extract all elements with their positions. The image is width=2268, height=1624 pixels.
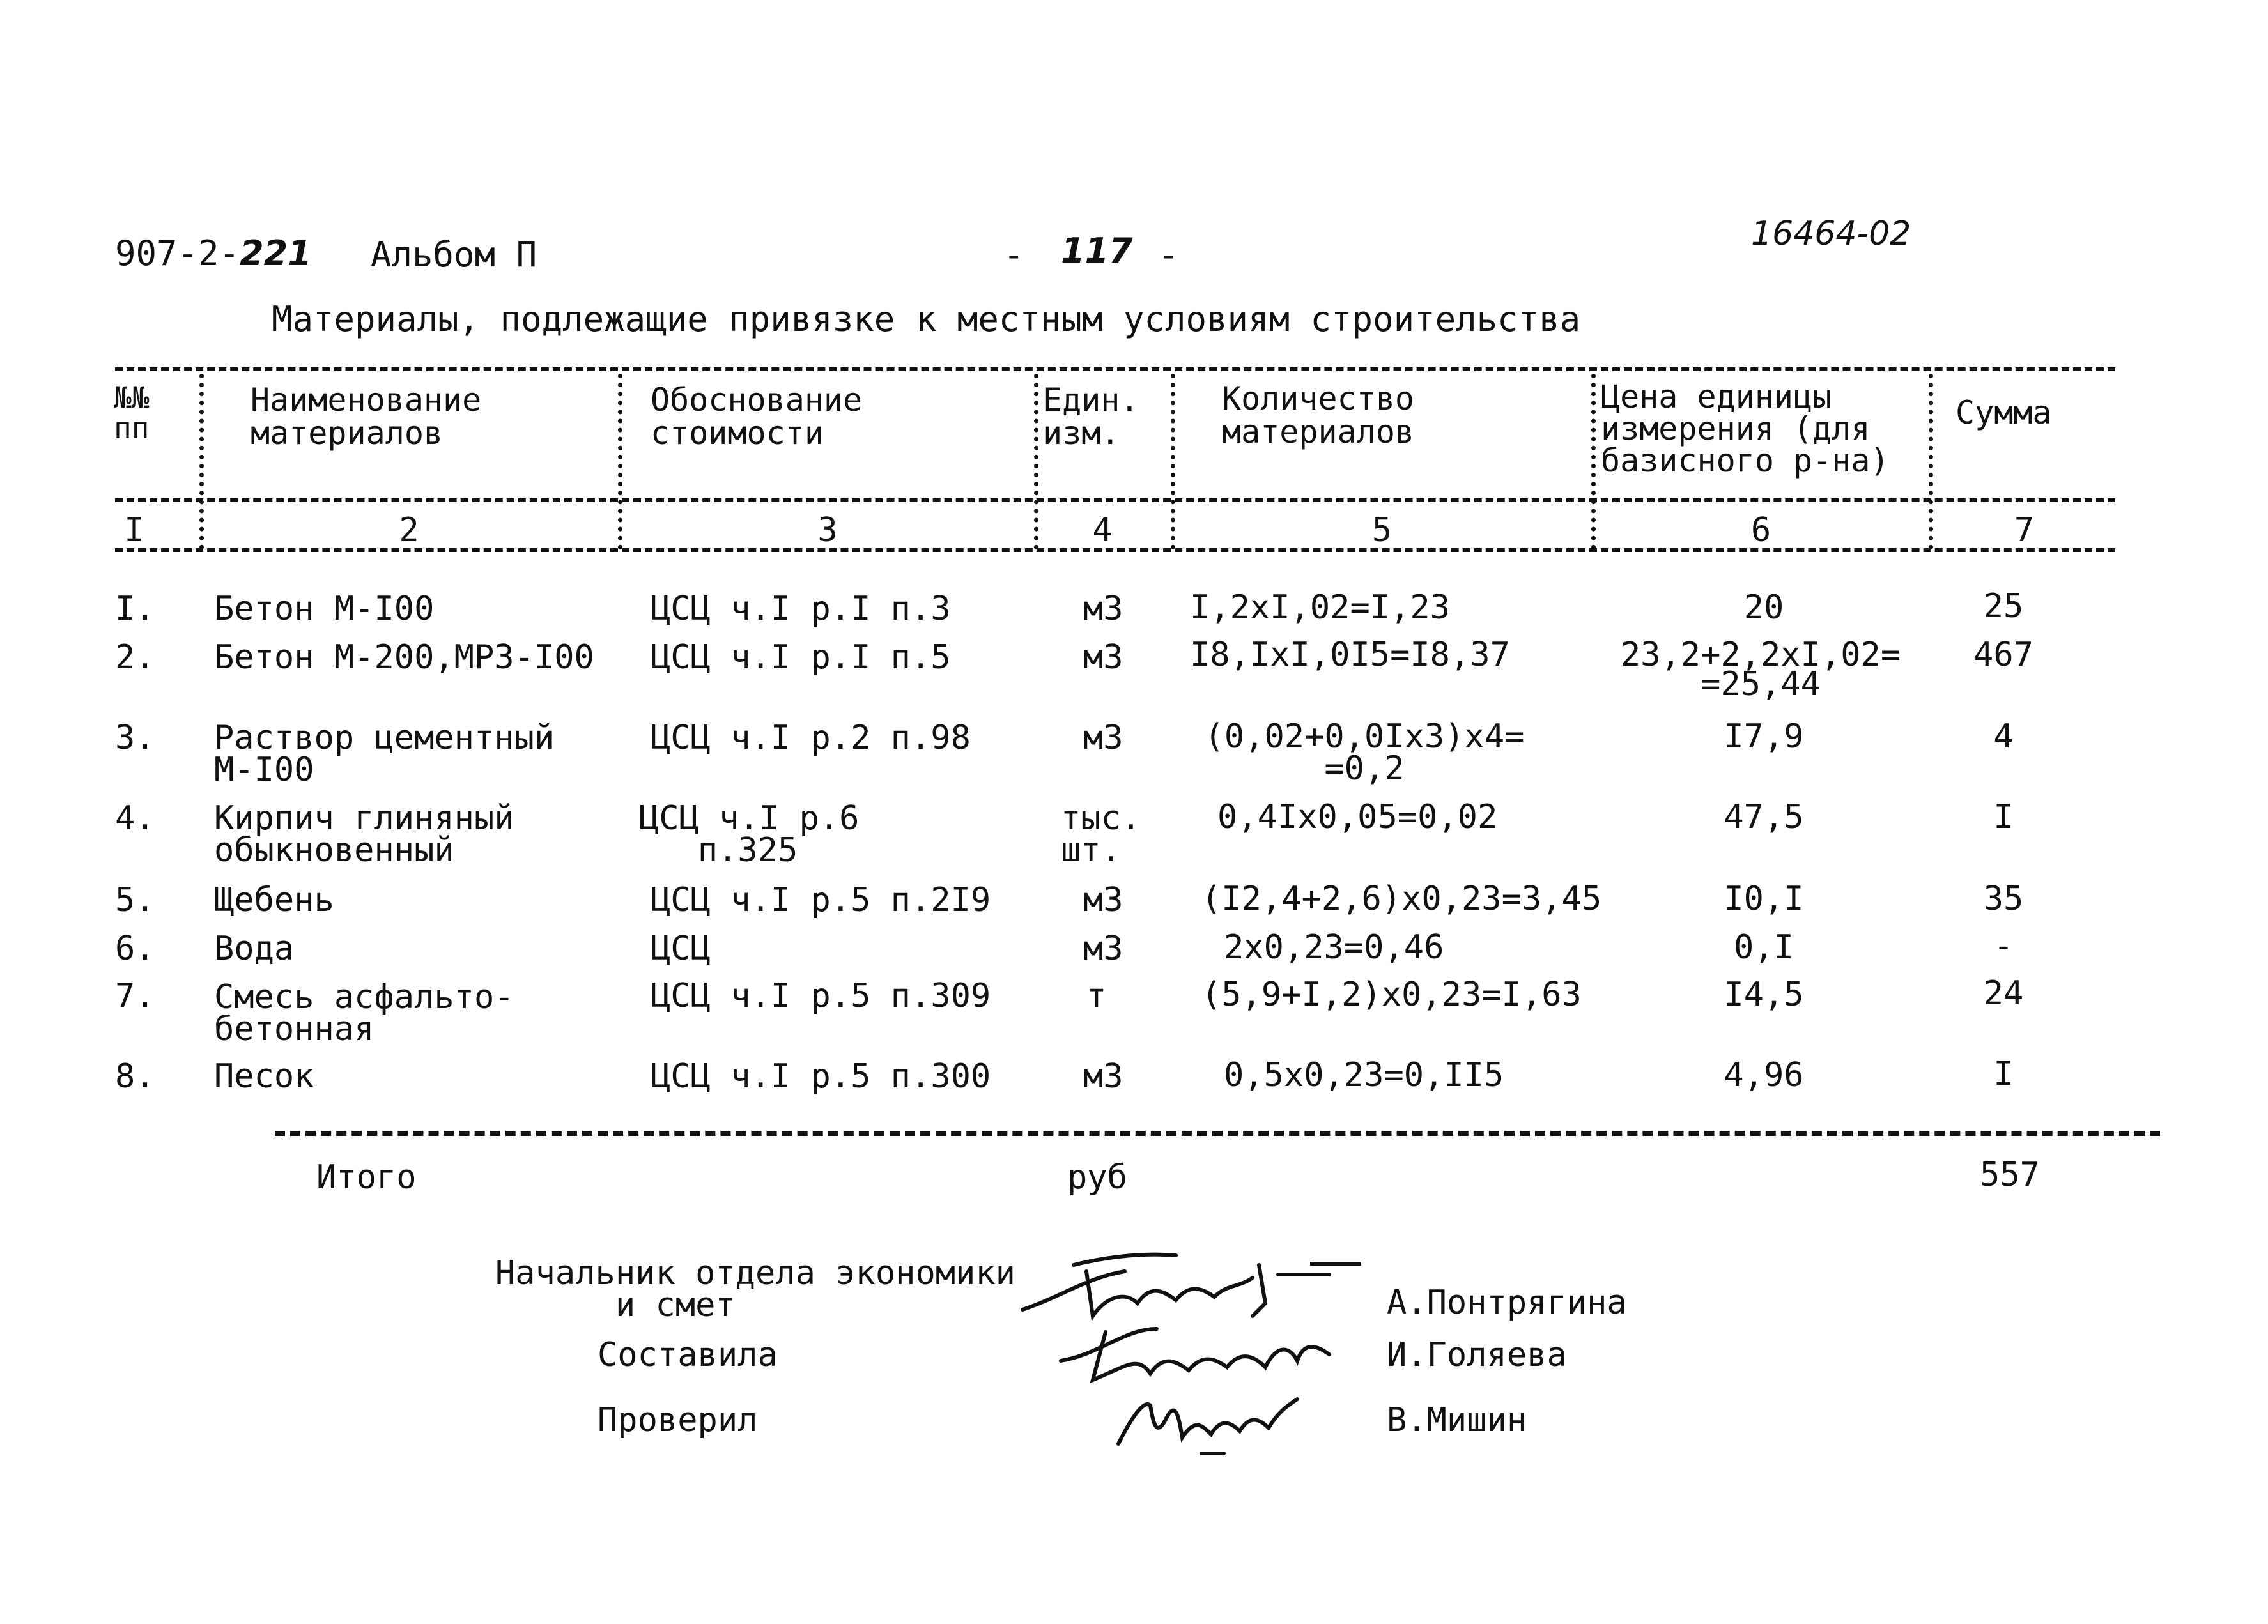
column-number: 6 [1750,511,1771,549]
row-number: 5. [115,881,155,919]
row-number: 6. [115,930,155,968]
table-bottom-rule [275,1131,2160,1136]
page-number: 117 [1061,231,1133,271]
row-quantity: (0,02+0,0Iх3)х4= =0,2 [1204,717,1525,788]
row-sum: 467 [1973,636,2033,674]
row-basis: ЦСЦ ч.I р.I п.5 [651,638,951,677]
column-header-price: Цена единицы измерения (для базисного р-на) [1601,378,1890,479]
row-material-name: Щебень [214,881,334,919]
signature-name-checked: В.Мишин [1387,1401,1527,1439]
row-material-name: Смесь асфальто- бетонная [214,978,514,1048]
column-header-sum: Сумма [1956,394,2052,431]
row-basis: ЦСЦ [651,930,711,968]
column-number: 7 [2014,511,2035,549]
row-sum: 25 [1983,587,2024,625]
inventory-number: 16464-02 [1751,215,1911,253]
total-unit: руб [1067,1158,1127,1197]
column-header-basis: Обоснование стоимости [651,381,863,452]
row-quantity: 0,5х0,23=0,II5 [1224,1056,1504,1094]
row-unit: м3 [1083,590,1123,628]
column-header-number: №№ пп [114,380,150,445]
signature-dash [1310,1262,1361,1266]
signature-name-head: А.Понтрягина [1387,1283,1627,1322]
document-code-handwritten: 221 [240,233,312,273]
document-title: Материалы, подлежащие привязке к местным условиям строительства [272,299,1581,339]
document-code-prefix: 907-2- [115,233,240,273]
row-basis: ЦСЦ ч.I р.2 п.98 [651,719,971,757]
row-unit: м3 [1083,1057,1123,1096]
row-price: I4,5 [1724,976,1804,1014]
row-material-name: Вода [214,930,295,968]
page-dash-left: - [1003,234,1024,275]
row-price: I0,I [1724,880,1804,918]
row-unit: тыс. шт. [1061,799,1141,869]
table-mid-rule [115,498,2115,502]
document-code [115,233,312,273]
column-divider [1034,374,1038,549]
row-number: 2. [115,638,155,677]
row-basis: ЦСЦ ч.I р.5 п.300 [651,1057,991,1096]
row-unit: м3 [1083,638,1123,677]
row-basis: ЦСЦ ч.I р.I п.3 [651,590,951,628]
row-number: 7. [115,977,155,1015]
row-material-name: Песок [214,1057,314,1096]
total-label: Итого [316,1158,417,1197]
signature-role-head: Начальник отдела экономики и смет [495,1254,1015,1324]
row-quantity: I,2хI,02=I,23 [1190,588,1450,627]
column-divider [1929,374,1933,549]
signature-role-compiled: Составила [598,1336,778,1374]
column-number: I [124,511,144,549]
row-quantity: 0,4Iх0,05=0,02 [1217,798,1498,836]
row-sum: - [1993,927,2014,965]
column-header-unit: Един. изм. [1043,381,1139,452]
column-number: 4 [1092,511,1113,549]
row-number: 3. [115,719,155,757]
row-basis: ЦСЦ ч.I р.6 п.325 [639,799,860,869]
page-dash-right: - [1158,234,1179,275]
row-unit: м3 [1083,881,1123,919]
column-divider [199,374,204,549]
column-header-quantity: Количество материалов [1222,380,1415,450]
album-label: Альбом П [371,234,537,275]
row-unit: т [1086,977,1107,1015]
row-sum: 4 [1993,717,2014,756]
row-number: 4. [115,799,155,838]
row-price: 0,I [1734,928,1794,967]
row-material-name: Бетон М-200,МРЗ-I00 [214,638,594,677]
row-unit: м3 [1083,930,1123,968]
total-sum: 557 [1980,1156,2040,1194]
row-quantity: (I2,4+2,6)х0,23=3,45 [1201,880,1602,918]
row-price: 23,2+2,2хI,02= =25,44 [1620,636,1901,703]
row-sum: I [1993,1055,2014,1093]
row-price: 4,96 [1724,1056,1804,1094]
row-unit: м3 [1083,719,1123,757]
row-sum: 24 [1983,974,2024,1013]
row-quantity: (5,9+I,2)х0,23=I,63 [1201,976,1582,1014]
row-quantity: I8,IхI,0I5=I8,37 [1190,636,1510,674]
row-sum: I [1993,798,2014,836]
column-header-name: Наименование материалов [251,381,482,452]
row-number: I. [115,590,155,628]
column-number: 5 [1371,511,1392,549]
column-number: 2 [399,511,419,549]
column-divider [1171,374,1175,549]
column-number: 3 [817,511,838,549]
row-basis: ЦСЦ ч.I р.5 п.309 [651,977,991,1015]
row-number: 8. [115,1057,155,1096]
row-price: I7,9 [1724,717,1804,756]
row-material-name: Кирпич глиняный обыкновенный [214,799,514,869]
row-material-name: Раствор цементный М-I00 [214,719,555,789]
row-price: 20 [1743,588,1784,627]
column-divider [1591,374,1596,549]
row-material-name: Бетон М-I00 [214,590,435,628]
row-price: 47,5 [1724,798,1804,836]
signature-name-compiled: И.Голяева [1387,1336,1567,1374]
row-basis: ЦСЦ ч.I р.5 п.2I9 [651,881,991,919]
table-top-rule [115,367,2115,371]
handwritten-signature-checked [1106,1380,1323,1463]
signature-role-checked: Проверил [598,1401,758,1439]
row-sum: 35 [1983,880,2024,918]
row-quantity: 2х0,23=0,46 [1224,928,1444,967]
column-divider [618,374,622,549]
